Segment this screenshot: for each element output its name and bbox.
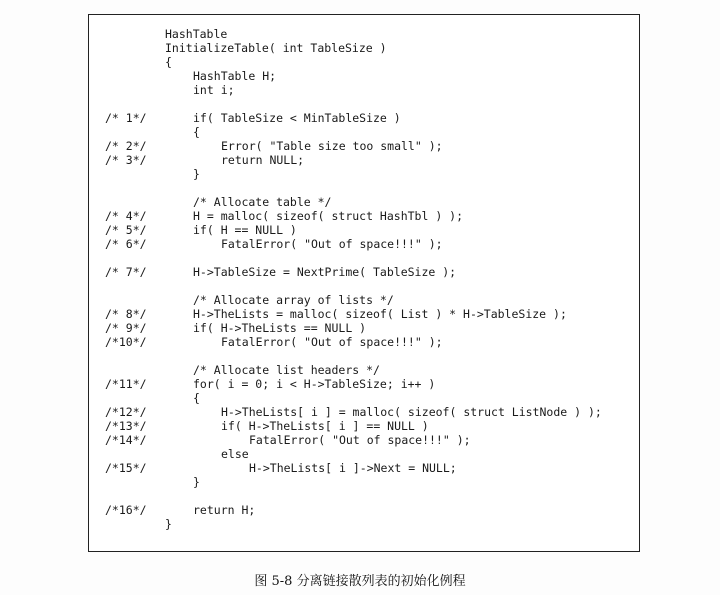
code-line: [89, 265, 639, 279]
code-text: HashTable H;: [193, 69, 277, 83]
code-text: }: [193, 167, 200, 181]
code-text: }: [193, 475, 200, 489]
code-line: [89, 489, 639, 503]
line-number: /*15*/: [105, 461, 147, 475]
figure-caption: 图 5-8 分离链接散列表的初始化例程: [254, 574, 466, 589]
code-line: [89, 419, 639, 433]
code-text: /* Allocate list headers */: [193, 363, 380, 377]
code-line: [89, 97, 639, 111]
code-line: [89, 391, 639, 405]
code-text: }: [165, 517, 172, 531]
line-number: /* 3*/: [105, 153, 147, 167]
line-number: /*11*/: [105, 377, 147, 391]
code-line: [89, 377, 639, 391]
code-text: return NULL;: [221, 153, 305, 167]
code-line: [89, 41, 639, 55]
code-line: [89, 363, 639, 377]
code-text: FatalError( "Out of space!!!" );: [221, 237, 443, 251]
code-line: [89, 153, 639, 167]
code-line: [89, 349, 639, 363]
code-text: if( H->TheLists[ i ] == NULL ): [221, 419, 429, 433]
code-text: HashTable: [165, 27, 228, 41]
code-line: [89, 209, 639, 223]
code-text: /* Allocate table */: [193, 195, 332, 209]
code-text: if( TableSize < MinTableSize ): [193, 111, 401, 125]
code-text: FatalError( "Out of space!!!" );: [249, 433, 471, 447]
line-number: /*12*/: [105, 405, 147, 419]
code-text: return H;: [193, 503, 256, 517]
code-line: [89, 475, 639, 489]
code-line: [89, 69, 639, 83]
code-text: H->TheLists[ i ] = malloc( sizeof( struct ListNode ) );: [221, 405, 602, 419]
code-line: [89, 405, 639, 419]
code-line: [89, 167, 639, 181]
code-line: [89, 433, 639, 447]
line-number: /* 8*/: [105, 307, 147, 321]
code-line: [89, 335, 639, 349]
line-number: /*10*/: [105, 335, 147, 349]
code-text: if( H->TheLists == NULL ): [193, 321, 367, 335]
code-line: [89, 125, 639, 139]
code-line: [89, 195, 639, 209]
code-line: [89, 447, 639, 461]
code-text: if( H == NULL ): [193, 223, 297, 237]
code-line: [89, 251, 639, 265]
code-line: [89, 517, 639, 531]
code-text: Error( "Table size too small" );: [221, 139, 443, 153]
code-line: [89, 27, 639, 41]
code-line: [89, 55, 639, 69]
code-text: int i;: [193, 83, 235, 97]
code-text: FatalError( "Out of space!!!" );: [221, 335, 443, 349]
code-text: H->TheLists = malloc( sizeof( List ) * H->TableSize );: [193, 307, 567, 321]
line-number: /* 4*/: [105, 209, 147, 223]
code-text: else: [221, 447, 249, 461]
code-text: for( i = 0; i < H->TableSize; i++ ): [193, 377, 436, 391]
code-text: InitializeTable( int TableSize ): [165, 41, 387, 55]
code-line: [89, 307, 639, 321]
line-number: /*13*/: [105, 419, 147, 433]
code-text: {: [193, 391, 200, 405]
code-text: H = malloc( sizeof( struct HashTbl ) );: [193, 209, 464, 223]
code-line: [89, 237, 639, 251]
code-line: [89, 223, 639, 237]
code-line: [89, 139, 639, 153]
line-number: /* 2*/: [105, 139, 147, 153]
code-text: H->TheLists[ i ]->Next = NULL;: [249, 461, 457, 475]
code-line: [89, 503, 639, 517]
code-line: [89, 293, 639, 307]
code-line: [89, 321, 639, 335]
line-number: /* 9*/: [105, 321, 147, 335]
code-text: {: [193, 125, 200, 139]
code-line: [89, 461, 639, 475]
code-line: [89, 83, 639, 97]
code-text: /* Allocate array of lists */: [193, 293, 394, 307]
line-number: /* 5*/: [105, 223, 147, 237]
code-line: [89, 111, 639, 125]
code-line: [89, 181, 639, 195]
line-number: /*16*/: [105, 503, 147, 517]
line-number: /* 6*/: [105, 237, 147, 251]
line-number: /* 1*/: [105, 111, 147, 125]
code-text: H->TableSize = NextPrime( TableSize );: [193, 265, 457, 279]
code-line: [89, 279, 639, 293]
code-text: {: [165, 55, 172, 69]
code-listing-box: [88, 14, 640, 552]
line-number: /*14*/: [105, 433, 147, 447]
line-number: /* 7*/: [105, 265, 147, 279]
